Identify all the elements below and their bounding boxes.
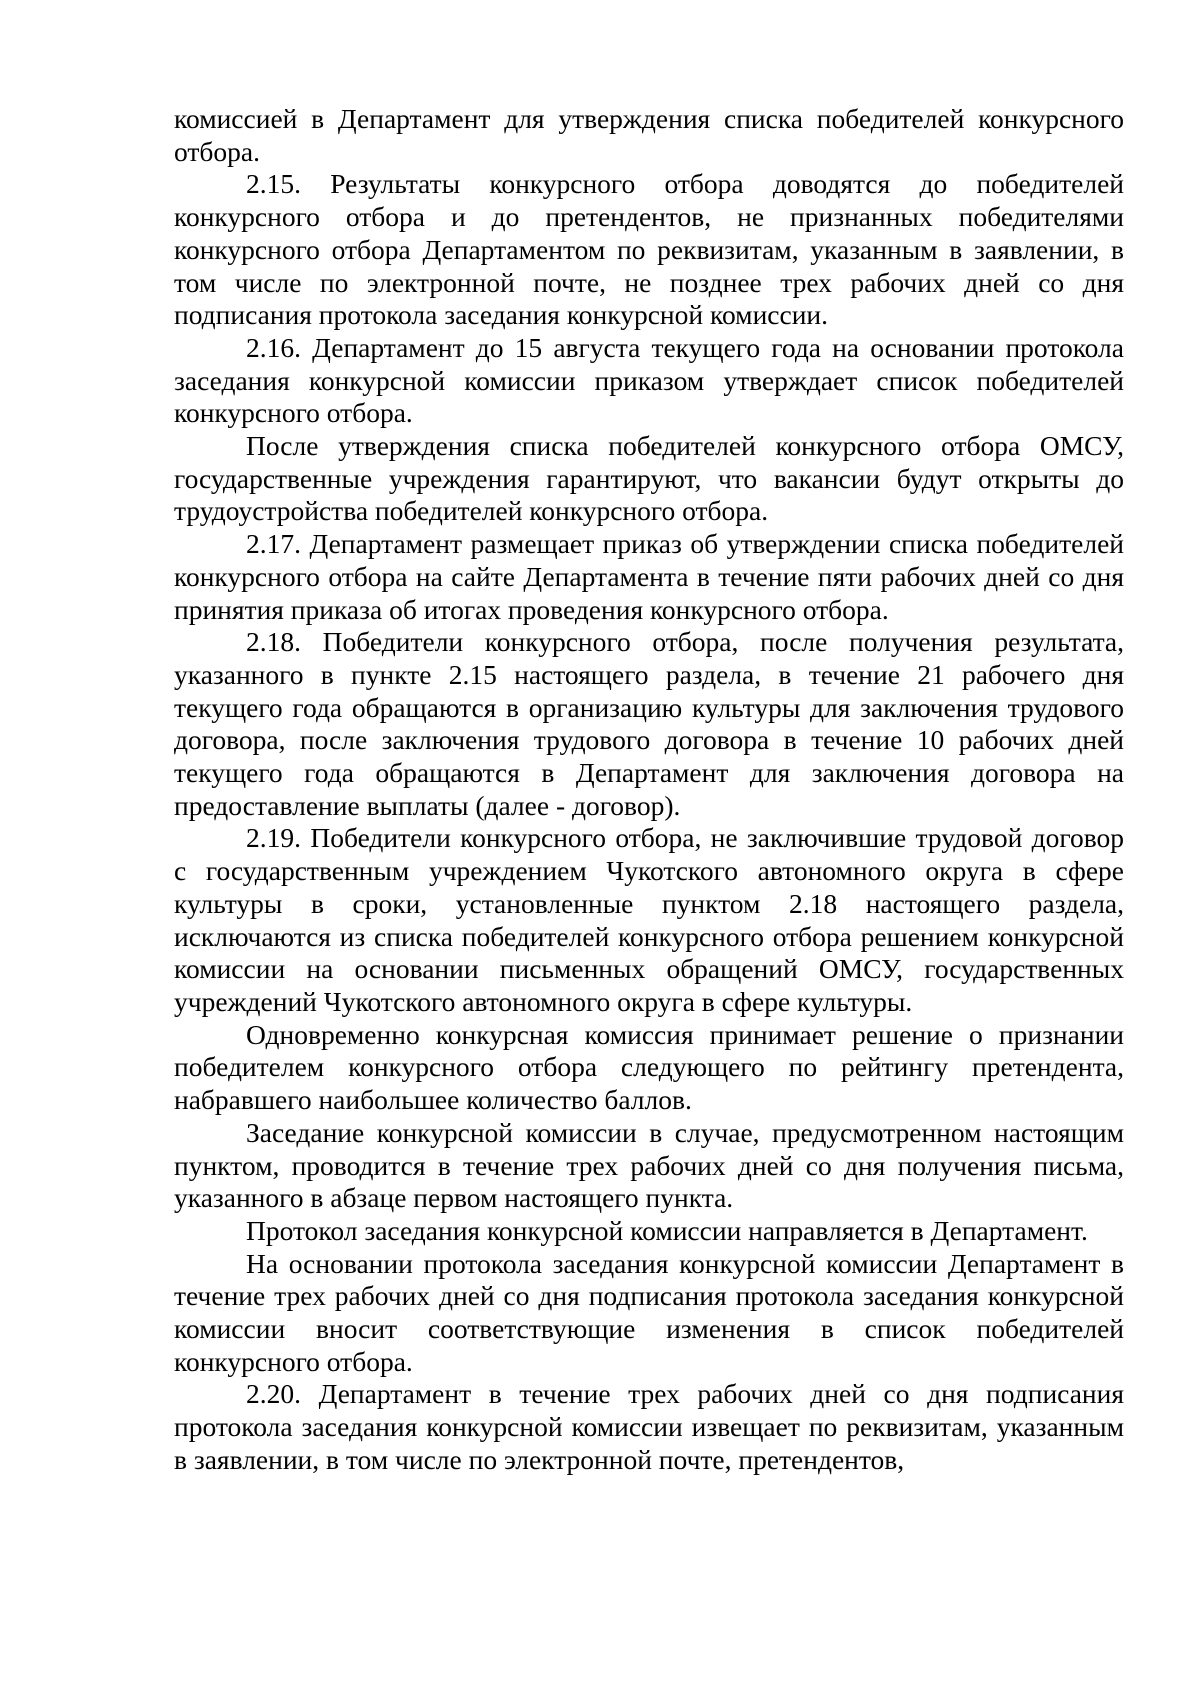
- paragraph-2-19-changes: На основании протокола заседания конкурсной комиссии Департамент в течение трех рабочих дней со дня подписания протокола заседания конкурсной комиссии вносит соответствующие изменения в список победителей конкурсного отбора.: [174, 1247, 1124, 1377]
- paragraph-2-19: 2.19. Победители конкурсного отбора, не заключившие трудовой договор с государственным учреждением Чукотского автономного округа в сфере культуры в сроки, установленные пунктом 2.18 настоящего раздела, исключаются из списка победителей конкурсного отбора решением конкурсной комиссии на основании письменных обращений ОМСУ, государственных учреждений Чукотского автономного округа в сфере культуры.: [174, 822, 1124, 1017]
- paragraph-2-19-simultaneously: Одновременно конкурсная комиссия принимает решение о признании победителем конкурсного отбора следующего по рейтингу претендента, набравшего наибольшее количество баллов.: [174, 1018, 1124, 1116]
- paragraph-2-16-guarantee: После утверждения списка победителей конкурсного отбора ОМСУ, государственные учреждения гарантируют, что вакансии будут открыты до трудоустройства победителей конкурсного отбора.: [174, 430, 1124, 527]
- paragraph-2-19-meeting: Заседание конкурсной комиссии в случае, предусмотренном настоящим пунктом, проводится в течение трех рабочих дней со дня получения письма, указанного в абзаце первом настоящего пункта.: [174, 1116, 1124, 1214]
- paragraph-2-18: 2.18. Победители конкурсного отбора, после получения результата, указанного в пункте 2.15 настоящего раздела, в течение 21 рабочего дня текущего года обращаются в организацию культуры для заключения трудового договора, после заключения трудового договора в течение 10 рабочих дней текущего года обращаются в Департамент для заключения договора на предоставление выплаты (далее - договор).: [174, 626, 1124, 821]
- paragraph-2-19-protocol: Протокол заседания конкурсной комиссии направляется в Департамент.: [246, 1214, 1088, 1246]
- paragraph-2-20: 2.20. Департамент в течение трех рабочих дней со дня подписания протокола заседания конкурсной комиссии извещает по реквизитам, указанным в заявлении, в том числе по электронной почте, претендентов,: [174, 1378, 1124, 1475]
- paragraph-2-16: 2.16. Департамент до 15 августа текущего года на основании протокола заседания конкурсной комиссии приказом утверждает список победителей конкурсного отбора.: [174, 331, 1124, 429]
- paragraph-2-17: 2.17. Департамент размещает приказ об утверждении списка победителей конкурсного отбора на сайте Департамента в течение пяти рабочих дней со дня принятия приказа об итогах проведения конкурсного отбора.: [174, 528, 1124, 625]
- document-page: [174, 103, 1124, 1477]
- paragraph-2-15: 2.15. Результаты конкурсного отбора доводятся до победителей конкурсного отбора и до претендентов, не признанных победителями конкурсного отбора Департаментом по реквизитам, указанным в заявлении, в том числе по электронной почте, не позднее трех рабочих дней со дня подписания протокола заседания конкурсной комиссии.: [174, 168, 1124, 331]
- paragraph-continuation: комиссией в Департамент для утверждения списка победителей конкурсного отбора.: [174, 103, 1124, 167]
